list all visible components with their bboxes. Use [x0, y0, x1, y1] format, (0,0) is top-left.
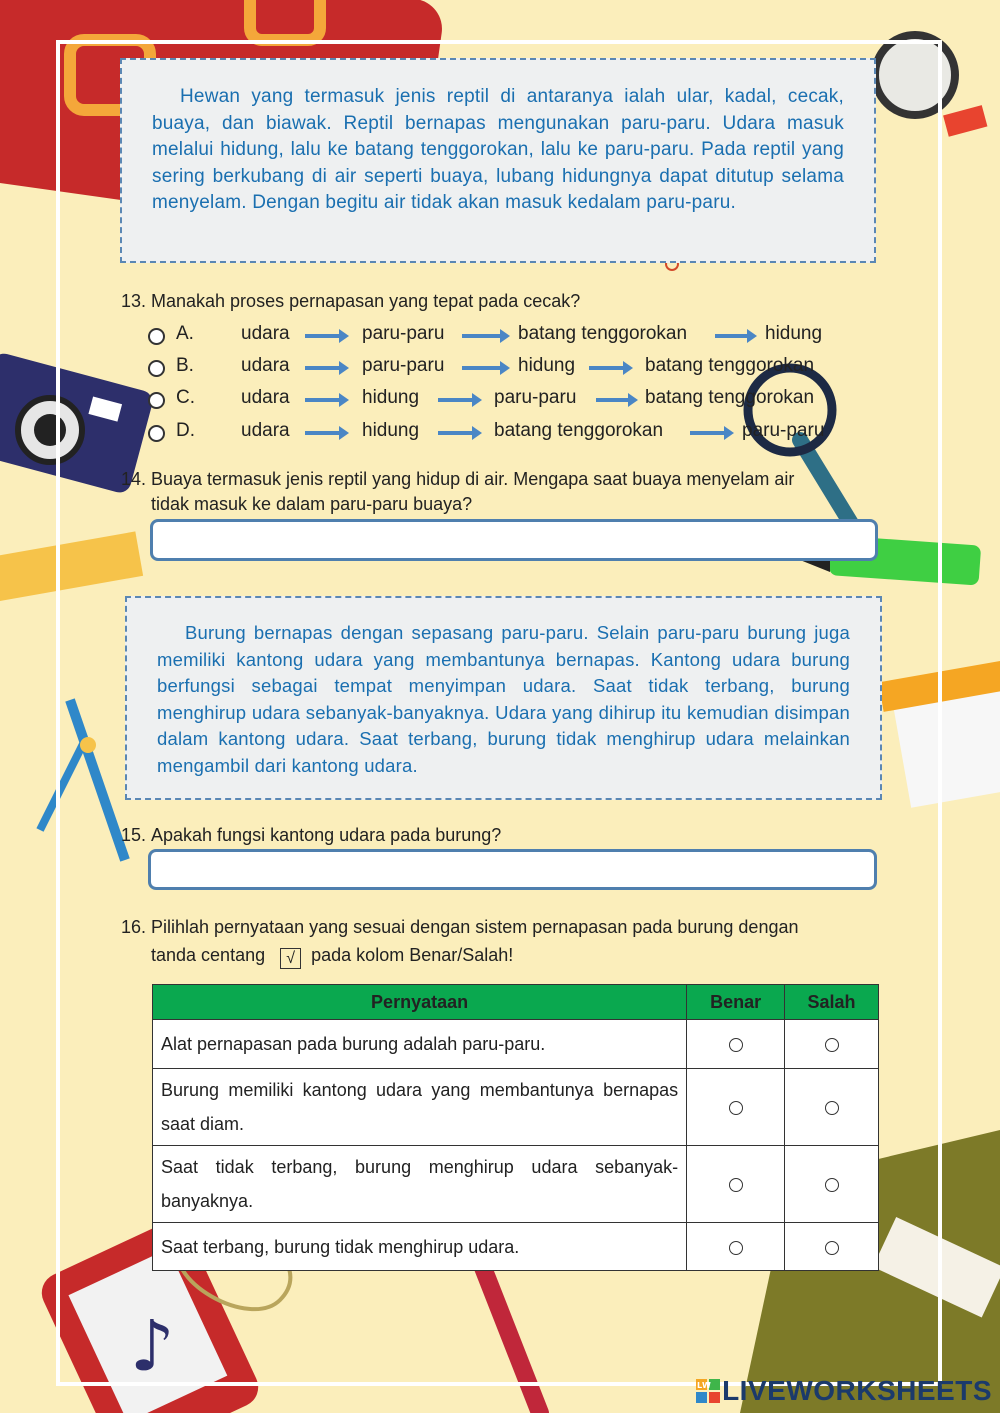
arrow-icon [715, 334, 751, 338]
question-15 [121, 823, 881, 849]
arrow-icon [462, 366, 504, 370]
statement-cell: Saat tidak terbang, burung menghirup udara sebanyak-banyaknya. [153, 1146, 687, 1223]
true-cell [687, 1069, 785, 1146]
arrow-icon [596, 398, 632, 402]
question-16-line2 [151, 943, 513, 969]
option-step: hidung [765, 323, 823, 344]
option-13-c[interactable] [148, 387, 848, 413]
radio-true-4[interactable] [729, 1241, 743, 1255]
option-letter: B. [176, 355, 194, 376]
radio-option-c[interactable] [148, 392, 165, 409]
option-step: paru-paru [494, 387, 577, 408]
radio-false-2[interactable] [825, 1101, 839, 1115]
option-step: hidung [518, 355, 576, 376]
question-13-number: 13. [121, 291, 147, 311]
arrow-icon [690, 431, 728, 435]
question-14-number: 14. [121, 469, 147, 489]
false-cell [785, 1223, 879, 1271]
reading-passage-bird [125, 596, 882, 800]
false-cell [785, 1146, 879, 1223]
arrow-icon [438, 431, 476, 435]
option-step: batang tenggorokan [645, 355, 815, 376]
question-16-number: 16. [121, 917, 147, 937]
question-16-line2-post: pada kolom Benar/Salah! [311, 945, 514, 965]
question-15-number: 15. [121, 825, 147, 845]
question-13 [121, 289, 881, 315]
passage-bird-text: Burung bernapas dengan sepasang paru-paru. Selain paru-paru burung juga memiliki kantong udara yang membantunya bernapas. Kantong udara burung berfungsi sebagai tempat menyimpan udara. Saat tidak terbang, burung menghirup udara sebanyak-banyaknya. Udara yang dihirup itu kemudian disimpan dalam kantong udara. Saat terbang, burung tidak menghirup udara melainkan mengambil dari kantong udara. [157, 622, 850, 776]
option-letter: A. [176, 323, 194, 344]
option-13-d[interactable] [148, 420, 848, 446]
radio-option-d[interactable] [148, 425, 165, 442]
true-false-table [152, 984, 879, 1271]
radio-true-1[interactable] [729, 1038, 743, 1052]
header-true: Benar [687, 985, 785, 1020]
option-letter: C. [176, 387, 195, 408]
question-13-text: Manakah proses pernapasan yang tepat pada cecak? [151, 291, 581, 311]
radio-true-3[interactable] [729, 1178, 743, 1192]
false-cell [785, 1069, 879, 1146]
passage-reptile-text: Hewan yang termasuk jenis reptil di antaranya ialah ular, kadal, cecak, buaya, dan biawak. Reptil bernapas mengunakan paru-paru. Udara masuk melalui hidung, lalu ke batang tenggorokan, lalu ke paru-paru. Pada reptil yang sering berkubang di air seperti buaya, lubang hidungnya dapat ditutup selama menyelam. Dengan begitu air tidak akan masuk kedalam paru-paru. [152, 86, 844, 213]
option-step: udara [241, 355, 290, 376]
option-step: paru-paru [362, 355, 445, 376]
question-15-text: Apakah fungsi kantong udara pada burung? [151, 825, 502, 845]
question-16-line1: Pilihlah pernyataan yang sesuai dengan sistem pernapasan pada burung dengan [151, 917, 799, 937]
answer-input-14[interactable] [150, 519, 878, 561]
radio-option-b[interactable] [148, 360, 165, 377]
table-row [153, 1223, 879, 1271]
question-16-line2-pre: tanda centang [151, 945, 266, 965]
question-14-line1: Buaya termasuk jenis reptil yang hidup di air. Mengapa saat buaya menyelam air [151, 469, 795, 489]
true-cell [687, 1146, 785, 1223]
radio-false-4[interactable] [825, 1241, 839, 1255]
option-step: batang tenggorokan [645, 387, 815, 408]
liveworksheets-logo[interactable] [696, 1375, 992, 1407]
option-step: hidung [362, 420, 420, 441]
statement-cell: Alat pernapasan pada burung adalah paru-paru. [153, 1020, 687, 1069]
answer-input-15[interactable] [148, 849, 877, 890]
question-14 [121, 467, 891, 519]
svg-text:LW: LW [697, 1381, 712, 1390]
arrow-icon [305, 398, 343, 402]
option-step: batang tenggorokan [518, 323, 688, 344]
true-cell [687, 1223, 785, 1271]
option-step: udara [241, 323, 290, 344]
option-step: udara [241, 387, 290, 408]
option-step: paru-paru [742, 420, 825, 441]
option-13-b[interactable] [148, 355, 848, 381]
radio-false-1[interactable] [825, 1038, 839, 1052]
checkmark-icon: √ [280, 948, 301, 969]
arrow-icon [589, 366, 627, 370]
reading-passage-reptile [120, 58, 876, 263]
option-step: udara [241, 420, 290, 441]
option-step: batang tenggorokan [494, 420, 664, 441]
arrow-icon [305, 334, 343, 338]
true-cell [687, 1020, 785, 1069]
header-false: Salah [785, 985, 879, 1020]
table-row [153, 1020, 879, 1069]
question-16 [121, 915, 881, 969]
question-14-line2: tidak masuk ke dalam paru-paru buaya? [151, 494, 473, 514]
option-13-a[interactable] [148, 323, 848, 349]
option-letter: D. [176, 420, 195, 441]
arrow-icon [438, 398, 476, 402]
statement-cell: Saat terbang, burung tidak menghirup udara. [153, 1223, 687, 1271]
header-statement: Pernyataan [153, 985, 687, 1020]
liveworksheets-logo-icon [696, 1379, 720, 1403]
arrow-icon [305, 366, 343, 370]
statement-cell: Burung memiliki kantong udara yang membantunya bernapas saat diam. [153, 1069, 687, 1146]
option-step: paru-paru [362, 323, 445, 344]
radio-true-2[interactable] [729, 1101, 743, 1115]
radio-false-3[interactable] [825, 1178, 839, 1192]
false-cell [785, 1020, 879, 1069]
arrow-icon [462, 334, 504, 338]
svg-text:♪: ♪ [130, 1305, 175, 1387]
option-step: hidung [362, 387, 420, 408]
table-row [153, 1069, 879, 1146]
table-row [153, 1146, 879, 1223]
liveworksheets-logo-text: LIVEWORKSHEETS [722, 1375, 992, 1406]
radio-option-a[interactable] [148, 328, 165, 345]
arrow-icon [305, 431, 343, 435]
table-header-row [153, 985, 879, 1020]
